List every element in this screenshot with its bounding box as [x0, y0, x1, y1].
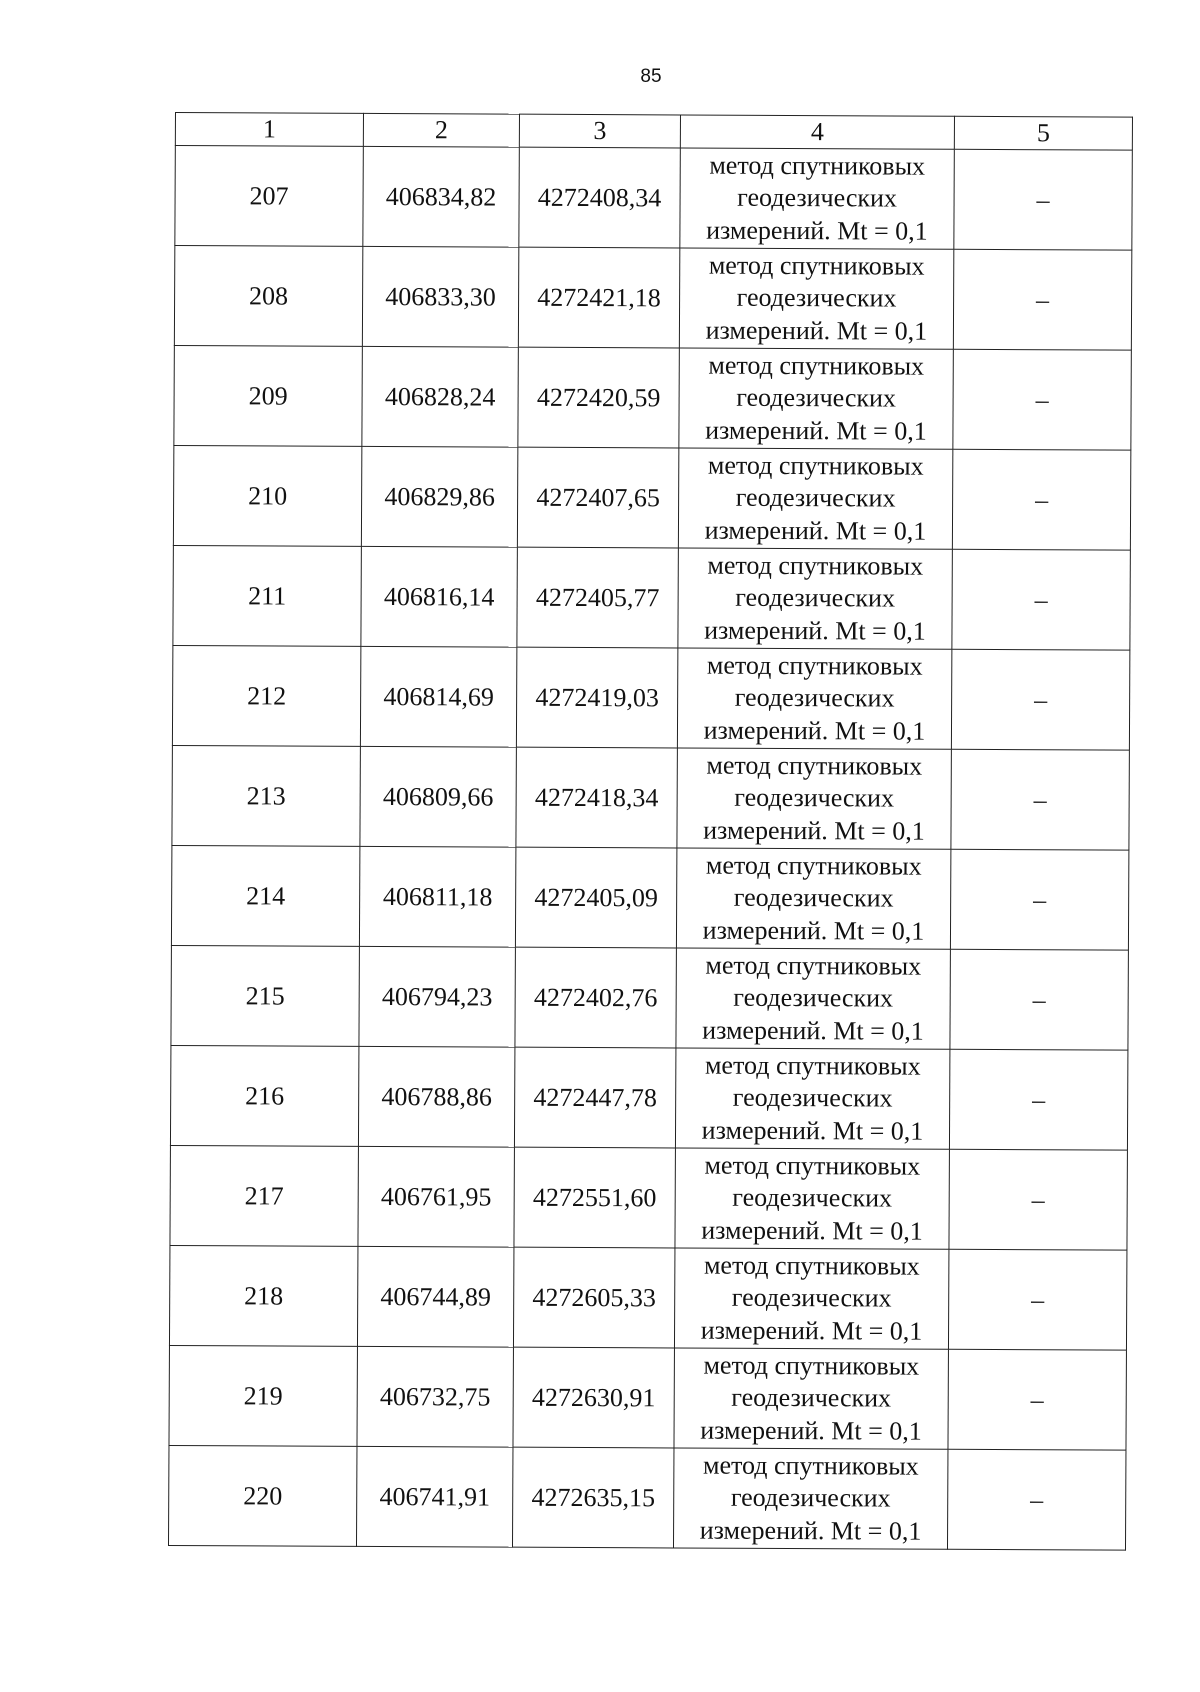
note-cell: –	[954, 149, 1132, 250]
note-cell: –	[953, 249, 1131, 350]
y-coordinate-cell: 4272635,15	[512, 1447, 673, 1548]
method-line: геодезических	[736, 282, 897, 313]
y-coordinate-cell: 4272630,91	[513, 1347, 674, 1448]
table-row	[169, 1245, 1126, 1350]
y-coordinate-cell: 4272405,09	[515, 847, 676, 948]
x-coordinate-cell: 406834,82	[363, 146, 519, 247]
point-number-cell: 214	[171, 845, 359, 946]
x-coordinate-cell: 406814,69	[360, 646, 516, 747]
method-line: геодезических	[730, 1482, 891, 1513]
method-cell	[678, 448, 952, 549]
note-cell: –	[949, 1149, 1127, 1250]
y-coordinate-cell: 4272418,34	[516, 747, 677, 848]
point-number-cell: 209	[174, 345, 362, 446]
point-number-cell: 213	[172, 745, 360, 846]
note-cell: –	[952, 449, 1130, 550]
method-line: геодезических	[733, 982, 894, 1013]
method-line: измерений. Mt = 0,1	[706, 215, 928, 246]
method-line: измерений. Mt = 0,1	[702, 1015, 924, 1046]
note-cell: –	[950, 849, 1128, 950]
note-cell: –	[953, 349, 1131, 450]
method-line: метод спутниковых	[708, 250, 925, 281]
header-cell-4: 4	[680, 115, 954, 149]
table-row	[174, 246, 1131, 351]
method-cell	[675, 1148, 949, 1249]
x-coordinate-cell: 406788,86	[358, 1046, 514, 1147]
header-cell-3: 3	[519, 114, 680, 148]
table-row	[173, 445, 1130, 550]
method-line: геодезических	[737, 182, 898, 213]
table-row	[174, 345, 1131, 450]
method-cell	[678, 548, 952, 649]
method-cell	[675, 1048, 949, 1149]
coordinates-table	[168, 112, 1133, 1551]
method-cell	[673, 1448, 947, 1549]
table-body	[168, 146, 1132, 1551]
method-line: метод спутниковых	[704, 1150, 921, 1181]
note-cell: –	[947, 1449, 1125, 1550]
method-line: геодезических	[731, 1382, 892, 1413]
method-line: метод спутниковых	[707, 550, 924, 581]
method-cell	[676, 948, 950, 1049]
point-number-cell: 218	[169, 1245, 357, 1346]
note-cell: –	[948, 1249, 1126, 1350]
note-cell: –	[949, 1049, 1127, 1150]
x-coordinate-cell: 406744,89	[357, 1246, 513, 1347]
x-coordinate-cell: 406833,30	[362, 246, 518, 347]
note-cell: –	[950, 949, 1128, 1050]
x-coordinate-cell: 406732,75	[357, 1346, 513, 1447]
point-number-cell: 207	[175, 146, 363, 247]
method-line: геодезических	[733, 882, 894, 913]
table-row	[172, 645, 1129, 750]
method-line: измерений. Mt = 0,1	[700, 1415, 922, 1446]
table-row	[173, 545, 1130, 650]
table-row	[170, 1145, 1127, 1250]
y-coordinate-cell: 4272447,78	[514, 1047, 675, 1148]
method-line: геодезических	[732, 1082, 893, 1113]
method-line: измерений. Mt = 0,1	[701, 1215, 923, 1246]
method-line: измерений. Mt = 0,1	[704, 615, 926, 646]
point-number-cell: 220	[168, 1445, 356, 1546]
y-coordinate-cell: 4272551,60	[514, 1147, 675, 1248]
y-coordinate-cell: 4272407,65	[517, 447, 678, 548]
method-line: метод спутниковых	[702, 1450, 919, 1481]
x-coordinate-cell: 406811,18	[359, 846, 515, 947]
table-row	[175, 146, 1132, 251]
page-number: 85	[640, 66, 662, 87]
method-line: метод спутниковых	[704, 1050, 921, 1081]
table-row	[171, 845, 1128, 950]
method-cell	[679, 348, 953, 449]
method-line: метод спутниковых	[705, 850, 922, 881]
x-coordinate-cell: 406741,91	[356, 1446, 512, 1547]
y-coordinate-cell: 4272421,18	[518, 247, 679, 348]
y-coordinate-cell: 4272405,77	[517, 547, 678, 648]
note-cell: –	[952, 549, 1130, 650]
method-line: геодезических	[734, 682, 895, 713]
method-cell	[680, 148, 954, 249]
method-line: геодезических	[735, 582, 896, 613]
point-number-cell: 215	[171, 945, 359, 1046]
method-cell	[677, 748, 951, 849]
point-number-cell: 219	[169, 1345, 357, 1446]
method-line: геодезических	[736, 382, 897, 413]
method-line: измерений. Mt = 0,1	[705, 315, 928, 346]
y-coordinate-cell: 4272419,03	[516, 647, 677, 748]
method-cell	[674, 1348, 948, 1449]
method-line: метод спутниковых	[706, 750, 923, 781]
point-number-cell: 211	[173, 545, 361, 646]
y-coordinate-cell: 4272408,34	[519, 147, 680, 248]
y-coordinate-cell: 4272605,33	[513, 1247, 674, 1348]
method-line: измерений. Mt = 0,1	[699, 1515, 922, 1546]
table-row	[169, 1345, 1126, 1450]
method-cell	[676, 848, 950, 949]
method-line: метод спутниковых	[703, 1350, 920, 1381]
table-header	[175, 113, 1132, 151]
y-coordinate-cell: 4272402,76	[515, 947, 676, 1048]
method-line: измерений. Mt = 0,1	[705, 415, 927, 446]
table-row	[170, 1045, 1127, 1150]
header-cell-1: 1	[175, 113, 363, 147]
x-coordinate-cell: 406809,66	[360, 746, 516, 847]
method-line: метод спутниковых	[709, 150, 926, 181]
note-cell: –	[951, 649, 1129, 750]
table-row	[168, 1445, 1125, 1550]
method-line: метод спутниковых	[705, 950, 922, 981]
header-cell-2: 2	[363, 113, 519, 147]
method-line: измерений. Mt = 0,1	[700, 1315, 923, 1346]
x-coordinate-cell: 406828,24	[362, 346, 518, 447]
x-coordinate-cell: 406761,95	[358, 1146, 514, 1247]
method-line: измерений. Mt = 0,1	[701, 1115, 924, 1146]
x-coordinate-cell: 406794,23	[359, 946, 515, 1047]
method-cell	[674, 1248, 948, 1349]
point-number-cell: 208	[174, 246, 362, 347]
note-cell: –	[951, 749, 1129, 850]
point-number-cell: 212	[172, 645, 360, 746]
method-line: измерений. Mt = 0,1	[703, 815, 925, 846]
method-line: метод спутниковых	[707, 450, 924, 481]
header-cell-5: 5	[954, 116, 1132, 150]
point-number-cell: 216	[170, 1045, 358, 1146]
method-line: измерений. Mt = 0,1	[702, 915, 925, 946]
table-row	[171, 945, 1128, 1050]
method-line: измерений. Mt = 0,1	[704, 515, 927, 546]
point-number-cell: 217	[170, 1145, 358, 1246]
table-row	[172, 745, 1129, 850]
method-line: геодезических	[732, 1182, 893, 1213]
method-cell	[679, 248, 953, 349]
method-line: измерений. Mt = 0,1	[703, 715, 926, 746]
method-line: геодезических	[735, 482, 896, 513]
header-row	[175, 113, 1132, 151]
x-coordinate-cell: 406816,14	[361, 546, 517, 647]
method-line: геодезических	[731, 1282, 892, 1313]
method-line: метод спутниковых	[708, 350, 925, 381]
note-cell: –	[948, 1349, 1126, 1450]
point-number-cell: 210	[173, 445, 361, 546]
method-line: геодезических	[734, 782, 895, 813]
method-line: метод спутниковых	[703, 1250, 920, 1281]
method-cell	[677, 648, 951, 749]
method-line: метод спутниковых	[706, 650, 923, 681]
y-coordinate-cell: 4272420,59	[518, 347, 679, 448]
x-coordinate-cell: 406829,86	[361, 446, 517, 547]
